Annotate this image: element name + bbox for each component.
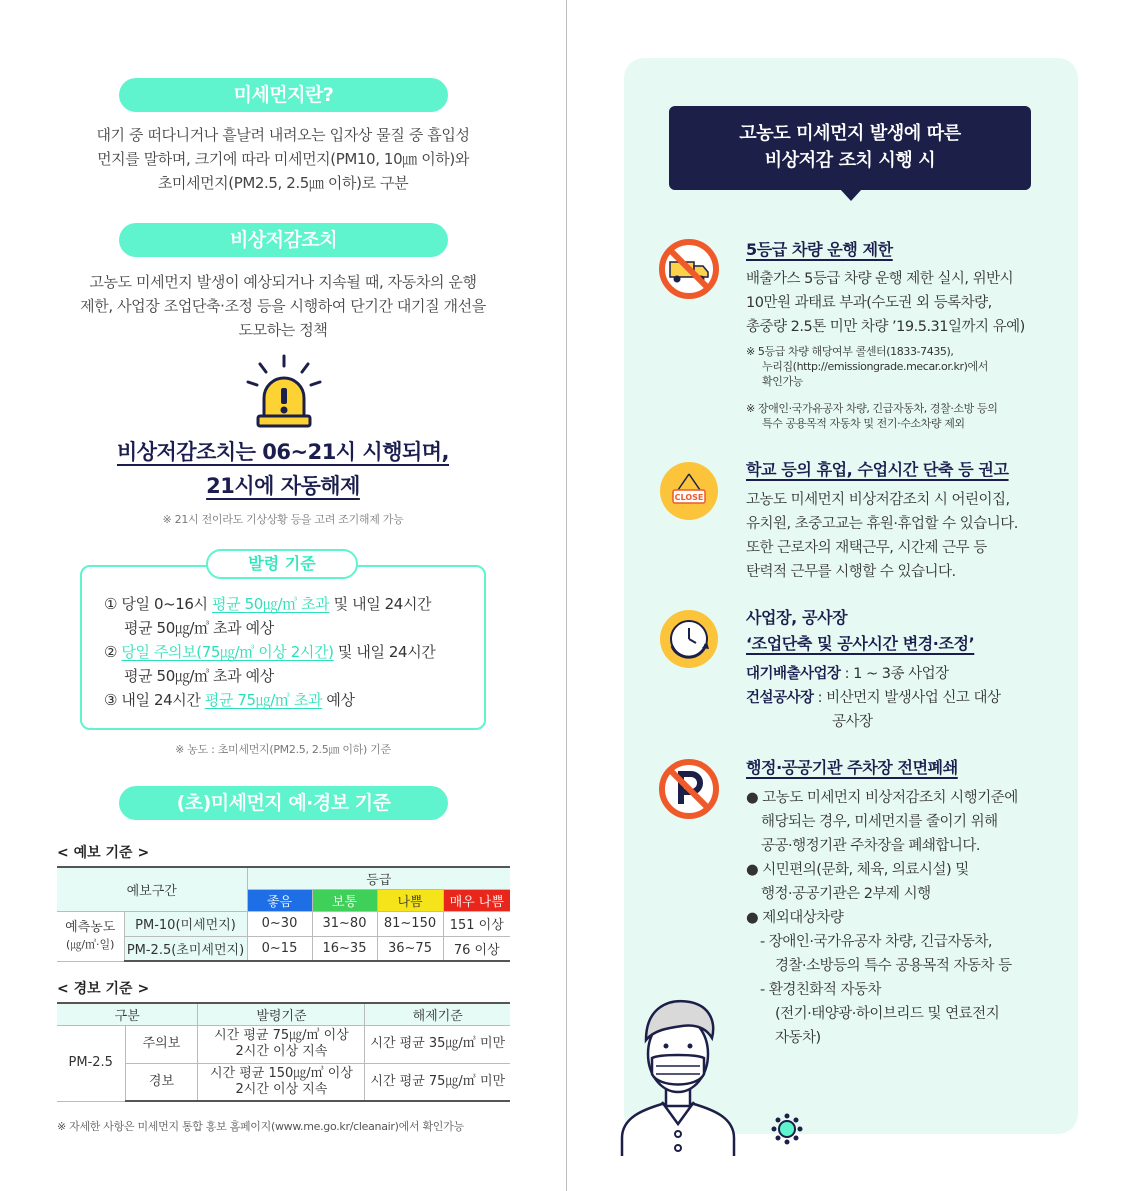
list-item: ● 시민편의(문화, 체육, 의료시설) 및 행정·공공기관은 2부제 시행 xyxy=(746,862,969,902)
table-row xyxy=(57,936,510,961)
alert-col-issue: 발령기준 xyxy=(198,1003,365,1025)
alert-col-type: 구분 xyxy=(57,1003,198,1025)
s2-body: 고농도 미세먼지 비상저감조치 시 어린이집, 유치원, 초중고교는 휴원·휴업할 수 있습니다. 또한 근로자의 재택근무, 시간제 근무 등 탄력적 근무를 시행할 수 있습니다. xyxy=(746,492,1018,580)
table-cell: 0~15 xyxy=(247,936,312,961)
close-sign-text: CLOSE xyxy=(674,493,704,502)
table-cell: 0~30 xyxy=(247,911,312,936)
forecast-section-title: (초)미세먼지 예·경보 기준 xyxy=(119,786,448,820)
s3-row-1: 대기배출사업장 : 1 ~ 3종 사업장 xyxy=(746,666,949,682)
forecast-table xyxy=(57,866,510,962)
s4-title: 행정·공공기관 주차장 전면폐쇄 xyxy=(746,758,958,777)
criteria-note: ※ 농도 : 초미세먼지(PM2.5, 2.5㎛ 이하) 기준 xyxy=(175,743,391,756)
criteria-title: 발령 기준 xyxy=(206,549,358,579)
s4-body xyxy=(746,786,1056,1050)
masked-man-illustration xyxy=(618,996,738,1156)
list-item: ● 고농도 미세먼지 비상저감조치 시행기준에 해당되는 경우, 미세먼지를 줄이기 위해 공공·행정기관 주차장을 폐쇄합니다. xyxy=(746,790,1018,854)
s1-title: 5등급 차량 운행 제한 xyxy=(746,240,893,259)
emergency-measure-desc: 고농도 미세먼지 발생이 예상되거나 지속될 때, 자동차의 운행 제한, 사업장 조업단축·조정 등을 시행하여 단기간 대기질 개선을 도모하는 정책 xyxy=(80,273,486,339)
headline-line1: 비상저감조치는 06~21시 시행되며, xyxy=(116,440,450,464)
s1-note-1: ※ 5등급 차량 해당여부 콜센터(1833-7435), 누리집(http://emissiongrade.mecar.or.kr)에서 확인가능 xyxy=(746,345,988,388)
clock-icon xyxy=(658,608,720,670)
what-is-finedust-desc: 대기 중 떠다니거나 흩날려 내려오는 입자상 물질 중 흡입성 먼지를 말하며, 크기에 따라 미세먼지(PM10, 10㎛ 이하)와 초미세먼지(PM2.5, 2.5㎛ 이하)로 구분 xyxy=(96,126,470,192)
forecast-col-grade: 등급 xyxy=(247,867,510,889)
alert-label: < 경보 기준 > xyxy=(57,981,150,997)
left-page xyxy=(0,0,566,1191)
table-cell: 16~35 xyxy=(312,936,377,961)
grade-normal: 보통 xyxy=(312,889,377,911)
alert-release: 시간 평균 35㎍/㎥ 미만 xyxy=(365,1025,510,1063)
list-item: - 장애인·국가유공자 차량, 긴급자동차, 경찰·소방등의 특수 공용목적 자동차 등 xyxy=(760,934,1012,974)
alert-release: 시간 평균 75㎍/㎥ 미만 xyxy=(365,1063,510,1101)
table-row xyxy=(57,1063,510,1101)
table-cell: 81~150 xyxy=(377,911,443,936)
list-item: - 환경친화적 자동차 (전기·태양광·하이브리드 및 연료전지 자동차) xyxy=(760,982,1000,1046)
criteria-item-1: ① 당일 0~16시 평균 50㎍/㎥ 초과 및 내일 24시간 평균 50㎍/㎥ 초과 예상 xyxy=(104,595,432,637)
grade-good: 좋음 xyxy=(247,889,312,911)
close-sign-icon xyxy=(658,460,720,522)
s1-body: 배출가스 5등급 차량 운행 제한 실시, 위반시 10만원 과태료 부과(수도권 외 등록차량, 총중량 2.5톤 미만 차량 ’19.5.31일까지 유예) xyxy=(746,271,1025,335)
page-fold-divider xyxy=(566,0,567,1191)
s1-note-2: ※ 장애인·국가유공자 차량, 긴급자동차, 경찰·소방 등의 특수 공용목적 자동차 및 전기·수소차량 제외 xyxy=(746,402,998,430)
row-name-pm10: PM-10(미세먼지) xyxy=(124,911,247,936)
s2-title: 학교 등의 휴업, 수업시간 단축 등 권고 xyxy=(746,460,1009,479)
row-name-pm25: PM-2.5(초미세먼지) xyxy=(124,936,247,961)
row-header: 예측농도 (㎍/㎥·일) xyxy=(57,911,124,961)
header-pointer xyxy=(840,189,862,201)
headline-note: ※ 21시 전이라도 기상상황 등을 고려 조기해제 가능 xyxy=(162,513,404,526)
table-cell: 36~75 xyxy=(377,936,443,961)
s3-title-1: 사업장, 공사장 xyxy=(746,608,848,627)
siren-icon xyxy=(244,354,324,430)
right-header: 고농도 미세먼지 발생에 따른 비상저감 조치 시행 시 xyxy=(669,106,1031,190)
headline-line2: 21시에 자동해제 xyxy=(206,474,360,498)
alert-issue: 시간 평균 75㎍/㎥ 이상 2시간 이상 지속 xyxy=(198,1025,365,1063)
table-row xyxy=(57,911,510,936)
table-cell: 76 이상 xyxy=(443,936,510,961)
alert-col-release: 해제기준 xyxy=(365,1003,510,1025)
grade-bad: 나쁨 xyxy=(377,889,443,911)
grade-very-bad: 매우 나쁨 xyxy=(443,889,510,911)
no-parking-icon xyxy=(658,758,720,820)
list-item: ● 제외대상차량 xyxy=(746,910,844,926)
s3-title-2: ‘조업단축 및 공사시간 변경·조정’ xyxy=(746,634,975,653)
table-cell: 31~80 xyxy=(312,911,377,936)
table-cell: 151 이상 xyxy=(443,911,510,936)
no-truck-icon xyxy=(658,238,720,300)
emergency-measure-title: 비상저감조치 xyxy=(119,223,448,257)
alert-group: PM-2.5 xyxy=(57,1025,125,1101)
alert-type: 주의보 xyxy=(125,1025,198,1063)
s3-row-2: 건설공사장 : 비산먼지 발생사업 신고 대상 공사장 xyxy=(746,690,1001,730)
alert-issue: 시간 평균 150㎍/㎥ 이상 2시간 이상 지속 xyxy=(198,1063,365,1101)
forecast-col-section: 예보구간 xyxy=(57,867,247,911)
table-row xyxy=(57,1025,510,1063)
alert-type: 경보 xyxy=(125,1063,198,1101)
alert-table xyxy=(57,1002,510,1102)
what-is-finedust-title: 미세먼지란? xyxy=(119,78,448,112)
criteria-item-3: ③ 내일 24시간 평균 75㎍/㎥ 초과 예상 xyxy=(104,691,355,709)
criteria-item-2: ② 당일 주의보(75㎍/㎥ 이상 2시간) 및 내일 24시간 평균 50㎍/㎥ 초과 예상 xyxy=(104,643,436,685)
virus-icon xyxy=(771,1113,803,1145)
forecast-label: < 예보 기준 > xyxy=(57,845,150,861)
footnote: ※ 자세한 사항은 미세먼지 통합 홍보 홈페이지(www.me.go.kr/cleanair)에서 확인가능 xyxy=(57,1120,464,1133)
